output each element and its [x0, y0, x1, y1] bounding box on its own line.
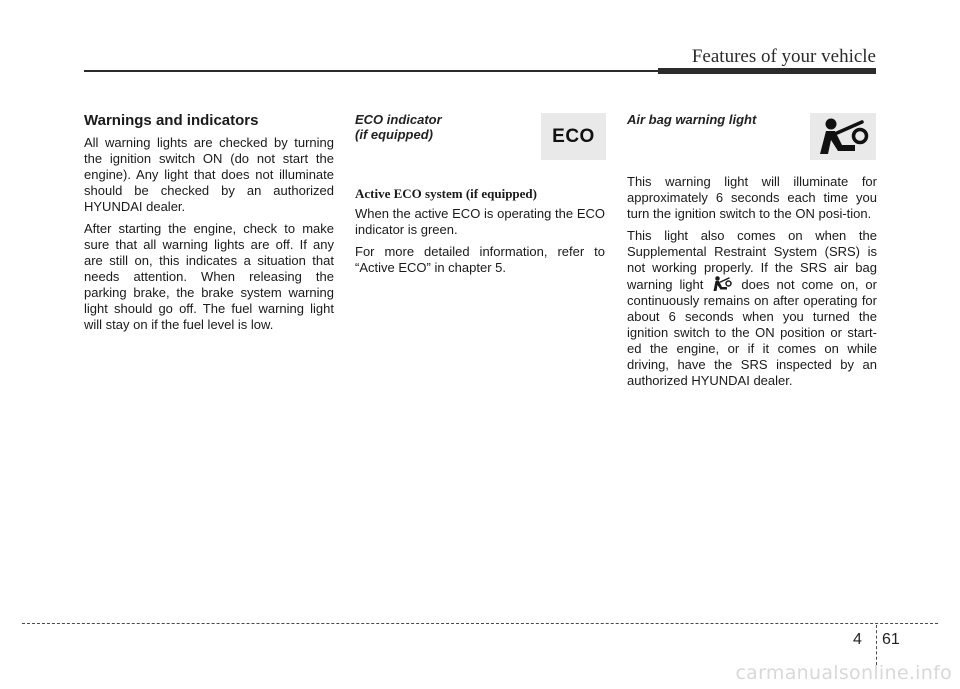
warnings-paragraph-1: All warning lights are checked by turning the ignition switch ON (do not start the engine). Any light that does not illuminate should be checked by an authorized HYUNDAI dealer. — [84, 135, 334, 214]
airbag-paragraph-2 — [627, 228, 877, 389]
eco-heading-line2: (if equipped) — [355, 127, 433, 142]
airbag-symbol — [815, 116, 871, 158]
header-title: Features of your vehicle — [691, 46, 876, 67]
eco-indicator-icon — [541, 113, 606, 160]
airbag-paragraph-1: This warning light will illuminate for approximately 6 seconds each time you turn the ignition switch to the ON posi-tion. — [627, 174, 877, 221]
airbag-paragraph-2-start: This light also comes on when the Supplemental Restraint System (SRS) is not working properly. If the SRS air bag warning light — [627, 228, 877, 292]
warnings-column — [84, 112, 334, 339]
watermark: carmanualsonline.info — [735, 662, 952, 684]
footer-rule — [22, 623, 938, 624]
airbag-heading: Air bag warning light — [627, 112, 757, 127]
section-heading-warnings: Warnings and indicators — [84, 112, 259, 129]
page-number: 61 — [882, 631, 900, 648]
header-rule-accent — [658, 68, 876, 74]
airbag-warning-icon — [810, 113, 876, 160]
warnings-paragraph-2: After starting the engine, check to make sure that all warning lights are off. If any are still on, this indicates a situation that needs attention. When releasing the parking brake, the brake system warning light should go off. The fuel warning light will stay on if the fuel level is low. — [84, 221, 334, 332]
airbag-warning-icon-inline — [712, 276, 732, 293]
eco-paragraph-2: For more detailed information, refer to “Active ECO” in chapter 5. — [355, 244, 605, 275]
chapter-number: 4 — [853, 631, 862, 648]
footer-divider — [876, 625, 877, 665]
eco-subheading: Active ECO system (if equipped) — [355, 186, 537, 201]
eco-heading-line1: ECO indicator — [355, 112, 442, 127]
airbag-paragraph-2-end: does not come on, or continuously remains on after operating for about 6 seconds when you turned the ignition switch to the ON position or start-ed the engine, or if it comes on while driving, have the SRS inspected by an authorized HYUNDAI dealer. — [627, 277, 877, 388]
eco-paragraph-1: When the active ECO is operating the ECO indicator is green. — [355, 206, 605, 237]
eco-icon-label: ECO — [552, 125, 595, 147]
